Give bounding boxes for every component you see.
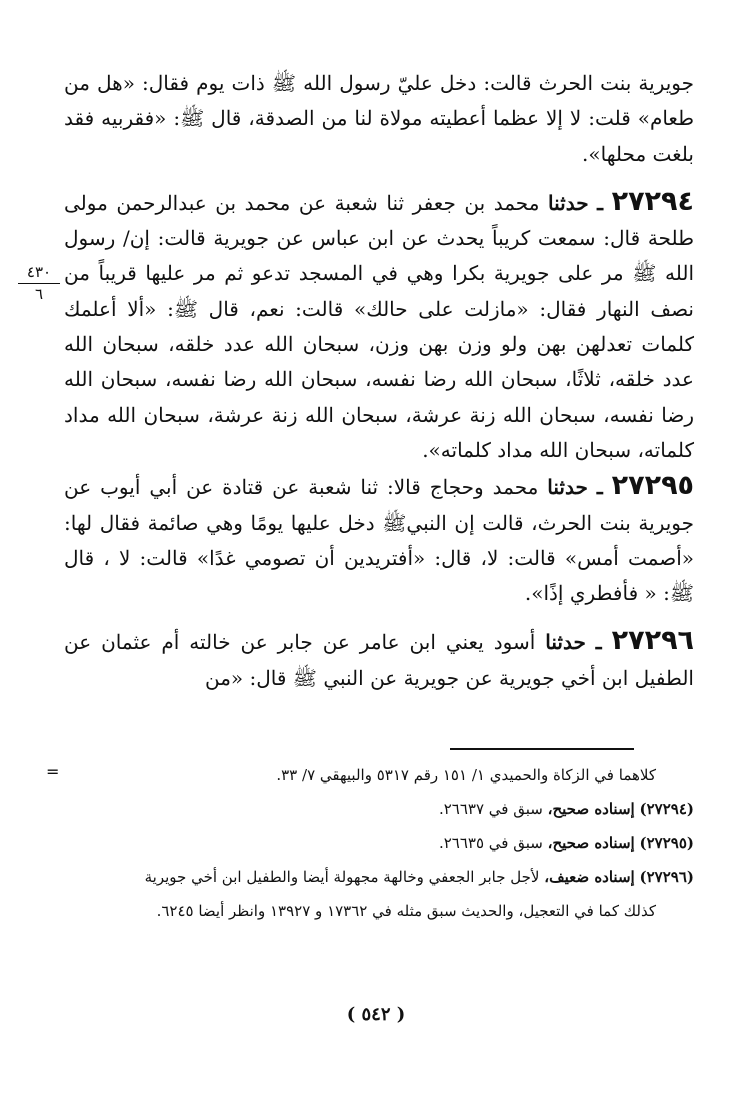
footnote-grade: إسناده صحيح، <box>547 800 635 818</box>
footnote-ref: (٢٧٢٩٤) <box>639 800 694 818</box>
intro-paragraph: جويرية بنت الحرث قالت: دخل عليّ رسول الله ﷺ ذات يوم فقال: «هل من طعام» قلت: لا إلا عظما أعطيته مولاة لنا من الصدقة، قال ﷺ: «فقربيه فقد بلغت محلها». <box>64 71 694 166</box>
footnote-27294 <box>60 792 694 826</box>
footnote-continuation-marker: = <box>46 762 60 781</box>
page-number: ( ٥٤٢ ) <box>346 1004 406 1025</box>
footnote-continued-line: كلاهما في الزكاة والحميدي ١/ ١٥١ رقم ٥٣١٧ والبيهقي ٧/ ٣٣. <box>276 766 656 784</box>
footnote-text: لأجل جابر الجعفي وخالهة مجهولة أيضا والطفيل ابن أخي جويرية <box>144 868 540 886</box>
hadith-27295 <box>64 468 694 611</box>
hadith-lead: حدثنا <box>548 190 589 215</box>
hadith-27294 <box>64 184 694 468</box>
footnotes <box>60 758 694 928</box>
hadith-lead: حدثنا <box>547 475 588 500</box>
hadith-number: ٢٧٢٩٦ <box>611 625 695 657</box>
footnote-ref: (٢٧٢٩٥) <box>639 834 694 852</box>
footnote-27296 <box>60 860 694 894</box>
main-text <box>64 66 694 696</box>
footnote-grade: إسناده ضعيف، <box>544 868 635 886</box>
footnote-ref: (٢٧٢٩٦) <box>639 868 694 886</box>
hadith-number: ٢٧٢٩٤ <box>611 185 694 217</box>
hadith-text: أسود يعني ابن عامر عن جابر عن خالته أم عثمان عن الطفيل ابن أخي جويرية عن جويرية عن النبي ﷺ قال: «من <box>64 630 694 690</box>
footnote-27296-continuation: كذلك كما في التعجيل، والحديث سبق مثله في ١٧٣٦٢ و ١٣٩٢٧ وانظر أيضا ٦٢٤٥. <box>156 902 656 920</box>
hadith-text: محمد بن جعفر ثنا شعبة عن محمد بن عبدالرحمن مولى طلحة قال: سمعت كريباً يحدث عن ابن عباس عن جويرية قالت: إن/ رسول الله ﷺ مر على جويرية بكرا وهي في المسجد تدعو ثم مر عليها قريباً من نصف النهار فقال: «مازلت على حالك» قالت: نعم، قال ﷺ: «ألا أعلمك كلمات تعدلهن بهن ولو وزن بهن وزن، سبحان الله عدد خلقه، سبحان الله عدد خلقه، ثلاثًا، سبحان الله رضا نفسه، سبحان الله رضا نفسه، سبحان الله رضا نفسه، سبحان الله زنة عرشة، سبحان الله زنة عرشة، سبحان الله مداد كلماته، سبحان الله مداد كلماته». <box>64 190 694 462</box>
footnote-text: سبق في ٢٦٦٣٧. <box>438 800 543 818</box>
footnote-27295 <box>60 826 694 860</box>
hadith-text: محمد وحجاج قالا: ثنا شعبة عن قتادة عن أبي أيوب عن جويرية بنت الحرث، قالت إن النبيﷺ دخل عليها يومًا وهي صائمة فقال لها: «أصمت أمس» قالت: لا، قال: «أفتريدين أن تصومي غدًا» قالت: لا ، قال ﷺ: « فأفطري إذًا». <box>64 475 694 606</box>
edition-page-number: ٦ <box>34 285 44 303</box>
footnote-separator <box>450 748 634 750</box>
hadith-dash: ـ <box>595 630 602 655</box>
hadith-number: ٢٧٢٩٥ <box>611 470 695 502</box>
footnote-text: سبق في ٢٦٦٣٥. <box>438 834 543 852</box>
footnote-grade: إسناده صحيح، <box>547 834 635 852</box>
hadith-lead: حدثنا <box>545 630 586 655</box>
edition-page-marker <box>18 262 60 304</box>
hadith-27296 <box>64 623 694 696</box>
edition-volume-number: ٤٣٠ <box>18 262 60 284</box>
hadith-dash: ـ <box>597 190 604 215</box>
hadith-dash: ـ <box>596 475 603 500</box>
